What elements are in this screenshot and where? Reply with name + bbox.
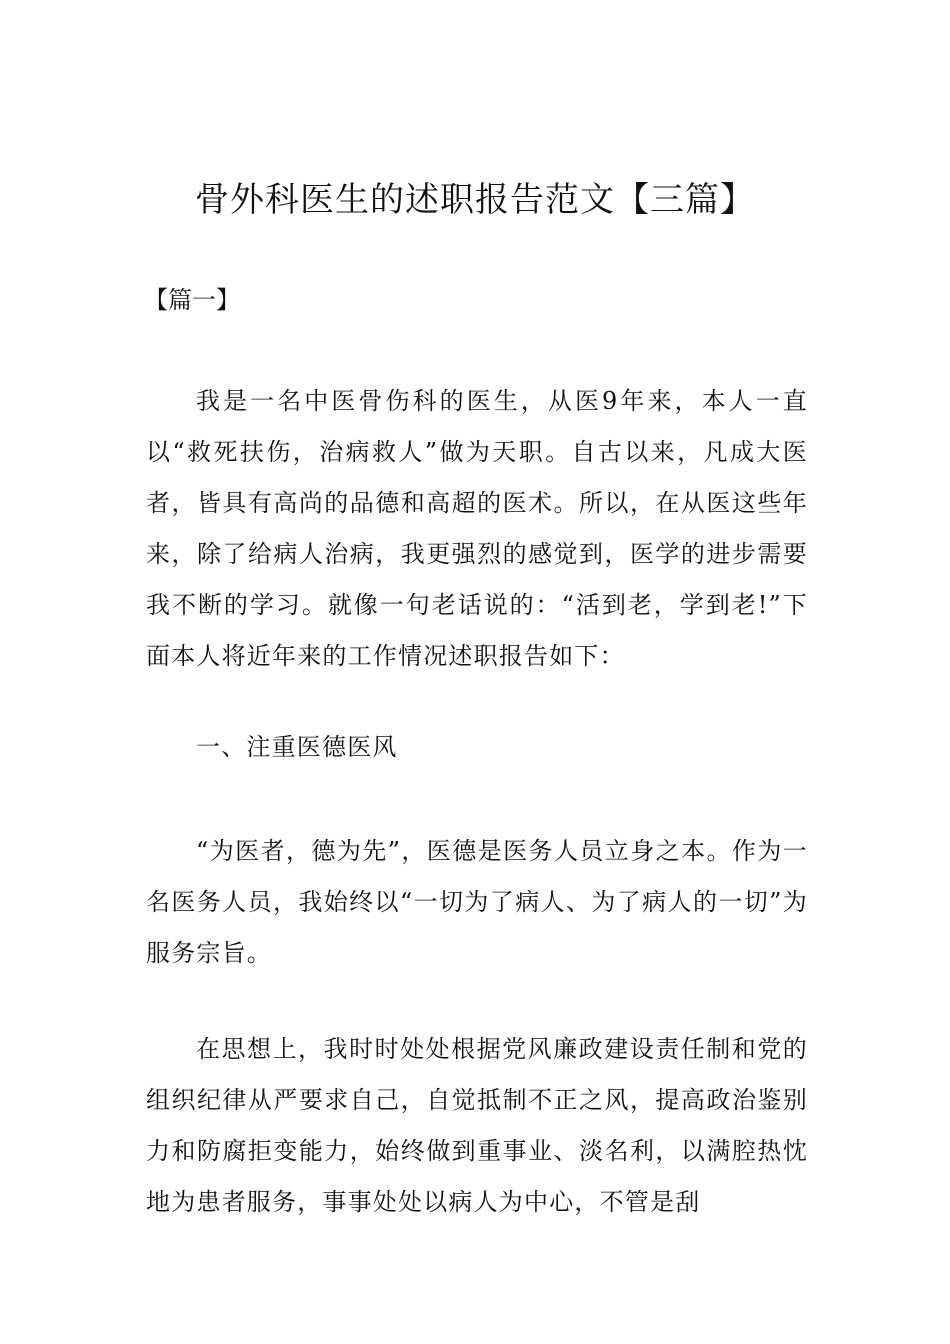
section-label: 【篇一】	[144, 286, 240, 314]
paragraph-thought: 在思想上，我时时处处根据党风廉政建设责任制和党的组织纪律从严要求自己，自觉抵制不正之风，提高政治鉴别力和防腐拒变能力，始终做到重事业、淡名利，以满腔热忱地为患者服务，事事处处以病人为中心，不管是刮	[146, 1035, 808, 1216]
section-heading: 一、注重医德医风	[196, 733, 398, 761]
paragraph-intro: 我是一名中医骨伤科的医生，从医9年来，本人一直以“救死扶伤，治病救人”做为天职。自古以来，凡成大医者，皆具有高尚的品德和高超的医术。所以，在从医这些年来，除了给病人治病，我更强烈的感觉到，医学的进步需要我不断的学习。就像一句老话说的：“活到老，学到老!”下面本人将近年来的工作情况述职报告如下：	[146, 387, 808, 670]
paragraph-ethics: “为医者，德为先”，医德是医务人员立身之本。作为一名医务人员，我始终以“一切为了病人、为了病人的一切”为服务宗旨。	[146, 837, 808, 967]
document-title: 骨外科医生的述职报告范文【三篇】	[195, 180, 755, 220]
